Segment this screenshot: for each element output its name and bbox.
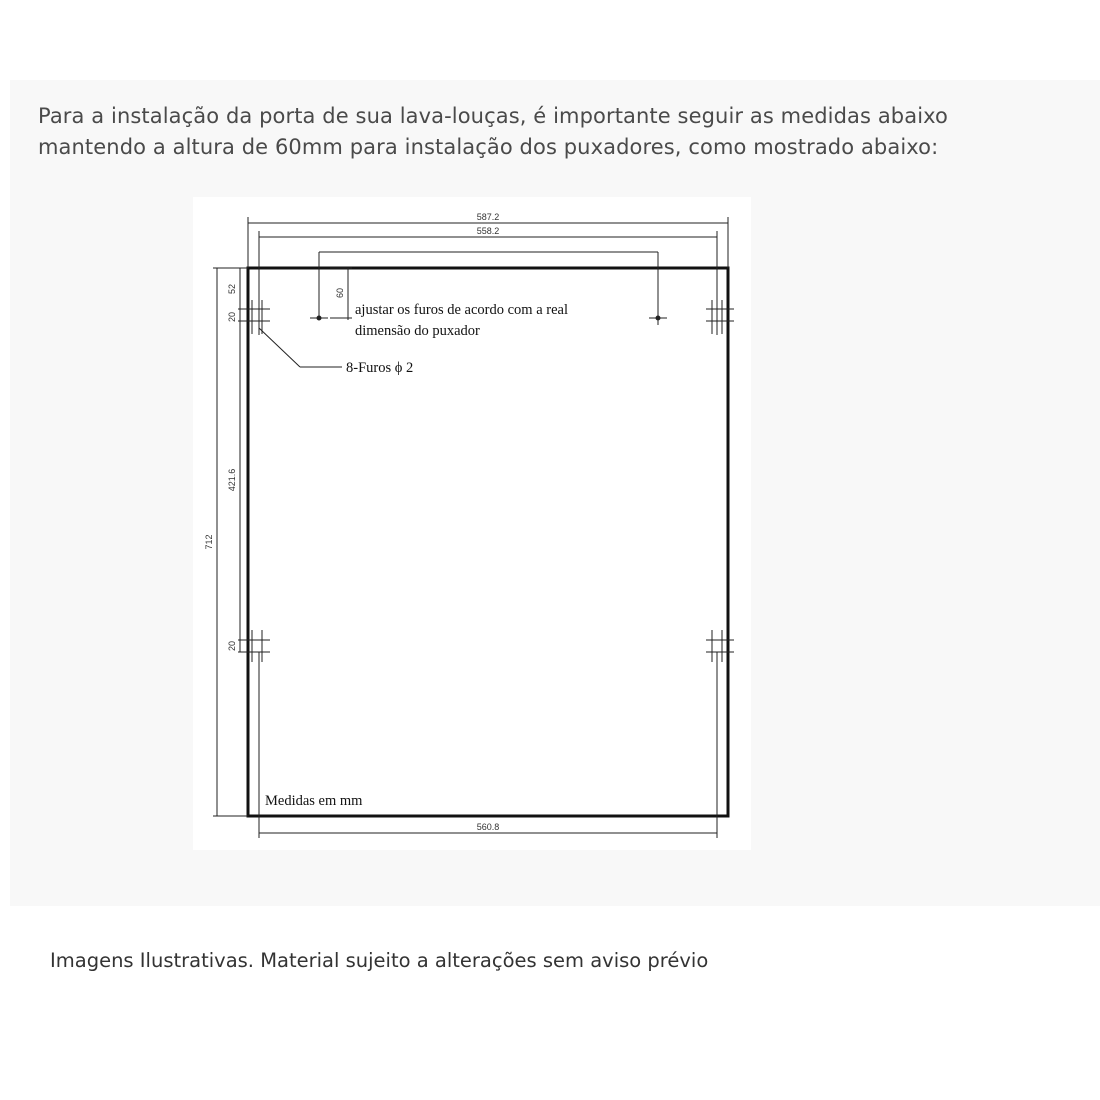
mounting-holes-bottom-left (238, 630, 270, 662)
label-bottom-hole-gap: 20 (227, 640, 237, 652)
label-handle-height: 60 (335, 287, 345, 299)
label-overall-width: 587.2 (476, 212, 500, 222)
dim-hole-spacing-width (259, 231, 717, 335)
note-units: Medidas em mm (265, 793, 363, 809)
dim-overall-width (248, 217, 728, 268)
mounting-holes-bottom-right (706, 630, 734, 662)
label-overall-height: 712 (204, 534, 214, 550)
holes-leader-line (259, 328, 342, 367)
note-holes: 8-Furos ϕ 2 (346, 360, 414, 376)
inner-extension-lines (259, 652, 717, 838)
disclaimer-text: Imagens Ilustrativas. Material sujeito a alterações sem aviso prévio (50, 949, 709, 972)
dim-overall-height (213, 268, 248, 816)
mounting-holes-top-left (238, 300, 270, 334)
label-hole-span-height: 421.6 (227, 468, 237, 492)
label-bottom-width: 560.8 (476, 822, 500, 832)
label-hole-spacing-width: 558.2 (476, 226, 500, 236)
label-top-offset: 52 (227, 283, 237, 295)
note-adjust-holes-line-2: dimensão do puxador (355, 323, 480, 339)
label-top-hole-gap: 20 (227, 311, 237, 323)
door-outline (248, 268, 728, 816)
mounting-holes-top-right (706, 300, 734, 334)
intro-line-2: mantendo a altura de 60mm para instalação dos puxadores, como mostrado abaixo: (38, 135, 939, 159)
note-adjust-holes-line-1: ajustar os furos de acordo com a real (355, 302, 568, 318)
intro-line-1: Para a instalação da porta de sua lava-louças, é importante seguir as medidas abaixo (38, 104, 948, 128)
